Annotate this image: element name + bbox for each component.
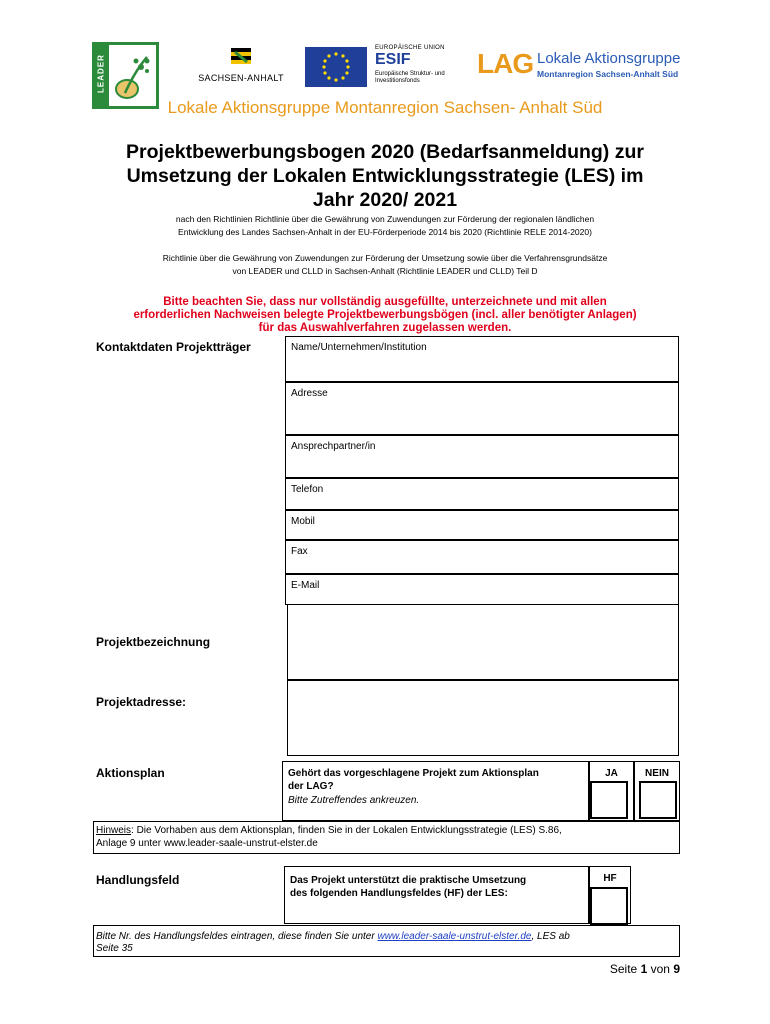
document-title	[0, 140, 770, 212]
action-plan-note-line-2: Anlage 9 unter www.leader-saale-unstrut-elster.de	[96, 838, 318, 849]
field-of-action-note-line-1: Bitte Nr. des Handlungsfeldes eintragen, diese finden Sie unter www.leader-saale-unstrut-elster.de, LES ab	[96, 931, 570, 942]
esif-sub-label-2: Investitionsfonds	[375, 78, 420, 84]
guideline-reference-1: nach den Richtlinien Richtlinie über die Gewährung von Zuwendungen zur Förderung der regionalen ländlichen Entwicklung des Landes Sachsen-Anhalt in der EU-Förderperiode 2014 bis 2020 (Richtlinie RELE 2014-2020)	[175, 214, 595, 237]
notice-text: Bitte beachten Sie, dass nur vollständig ausgefüllte, unterzeichnete und mit allen erforderlichen Nachweisen belegte Projektbewerbungsbögen (incl. aller benötigter Anlagen) für das Auswahlverfahren zugelassen werden.	[133, 296, 637, 334]
sachsen-anhalt-logo	[195, 48, 287, 88]
project-address-field[interactable]	[287, 680, 679, 756]
les-link[interactable]: www.leader-saale-unstrut-elster.de	[377, 931, 532, 942]
org-title: Lokale Aktionsgruppe Montanregion Sachsen- Anhalt Süd	[167, 98, 603, 117]
eu-flag-icon	[305, 47, 367, 87]
field-of-action-heading: Handlungsfeld	[96, 873, 180, 887]
lag-logo	[477, 48, 697, 84]
project-address-heading: Projektadresse:	[96, 695, 187, 709]
sachsen-anhalt-label: SACHSEN-ANHALT	[198, 73, 284, 83]
note-label: Hinweis	[96, 825, 132, 836]
mobile-field[interactable]	[285, 510, 679, 540]
email-field[interactable]	[285, 574, 679, 605]
hf-label: HF	[603, 873, 617, 884]
action-plan-note	[93, 821, 680, 854]
yes-label: JA	[605, 768, 618, 779]
esif-logo	[305, 45, 455, 87]
guideline-reference-2: Richtlinie über die Gewährung von Zuwendungen zur Förderung der Umsetzung sowie über die Verfahrensgrundsätze von LEADER und CLLD in Sachsen-Anhalt (Richtlinie LEADER und CLLD) Teil D	[162, 253, 608, 276]
total-pages: 9	[673, 962, 680, 976]
title-line-1: Projektbewerbungsbogen 2020 (Bedarfsanmeldung) zur	[126, 141, 644, 163]
field-of-action-note	[93, 925, 680, 957]
leader-logo-text: LEADER	[96, 54, 106, 93]
fax-field-label: Fax	[291, 546, 308, 557]
action-plan-hint: Bitte Zutreffendes ankreuzen.	[288, 795, 420, 806]
lag-title: Lokale Aktionsgruppe	[537, 50, 681, 67]
title-line-2: Umsetzung der Lokalen Entwicklungsstrategie (LES) im	[126, 165, 644, 187]
lag-subtitle: Montanregion Sachsen-Anhalt Süd	[537, 69, 679, 79]
esif-main-label: ESIF	[375, 51, 411, 68]
title-line-3: Jahr 2020/ 2021	[312, 189, 458, 211]
name-field[interactable]	[285, 336, 679, 382]
mobile-field-label: Mobil	[291, 516, 315, 527]
phone-field-label: Telefon	[291, 484, 324, 495]
phone-field[interactable]	[285, 478, 679, 510]
field-of-action-question: Das Projekt unterstützt die praktische Umsetzung des folgenden Handlungsfeldes (HF) der LES:	[284, 866, 589, 924]
fax-field[interactable]	[285, 540, 679, 574]
no-label: NEIN	[645, 768, 669, 779]
address-field-label: Adresse	[291, 388, 328, 399]
contact-person-field-label: Ansprechpartner/in	[291, 441, 376, 452]
leaf-icon	[111, 49, 155, 103]
email-field-label: E-Mail	[291, 580, 320, 591]
action-plan-heading: Aktionsplan	[96, 766, 165, 780]
field-of-action-note-line-2: Seite 35	[96, 943, 133, 954]
current-page: 1	[640, 962, 648, 976]
esif-sub-label-1: Europäische Struktur- und	[375, 71, 445, 77]
address-field[interactable]	[285, 382, 679, 435]
contact-heading: Kontaktdaten Projektträger	[96, 340, 251, 354]
lag-mark: LAG	[477, 48, 534, 79]
esif-top-label: EUROPÄISCHE UNION	[375, 45, 445, 51]
page-number: Seite 1 von 9	[609, 962, 680, 976]
yes-checkbox[interactable]	[590, 781, 628, 819]
name-field-label: Name/Unternehmen/Institution	[291, 342, 427, 353]
coat-of-arms-icon	[231, 48, 251, 68]
no-checkbox[interactable]	[639, 781, 677, 819]
project-name-heading: Projektbezeichnung	[96, 635, 211, 649]
hf-input[interactable]	[590, 887, 628, 925]
contact-person-field[interactable]	[285, 435, 679, 478]
project-name-field[interactable]	[287, 604, 679, 680]
action-plan-question: Gehört das vorgeschlagene Projekt zum Aktionsplan der LAG? Bitte Zutreffendes ankreuzen.	[282, 761, 589, 821]
action-plan-note-line-1: Hinweis: Die Vorhaben aus dem Aktionsplan, finden Sie in der Lokalen Entwicklungsstrategie (LES) S.86,	[96, 825, 562, 836]
